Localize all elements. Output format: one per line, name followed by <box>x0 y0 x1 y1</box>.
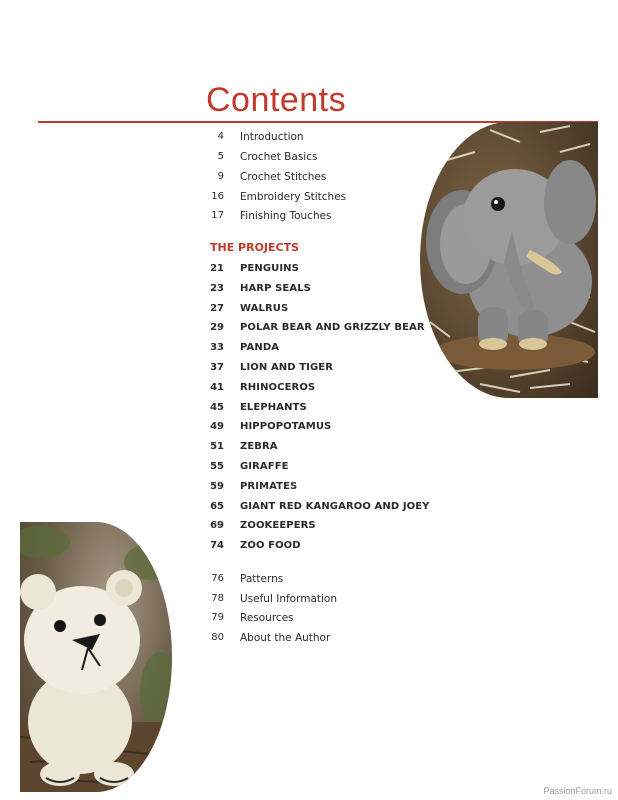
toc-label: POLAR BEAR AND GRIZZLY BEAR <box>240 322 425 333</box>
toc-page-number: 74 <box>210 540 224 551</box>
toc-label: Introduction <box>240 131 304 143</box>
toc-label: PRIMATES <box>240 481 298 492</box>
toc-label: GIRAFFE <box>240 461 289 472</box>
projects-heading: THE PROJECTS <box>210 241 300 254</box>
toc-page-number: 45 <box>210 402 224 413</box>
toc-entry[interactable] <box>0 129 420 145</box>
toc-label: About the Author <box>240 632 331 644</box>
toc-page-number: 29 <box>210 322 224 333</box>
toc-page-number: 65 <box>210 501 224 512</box>
toc-page-number: 59 <box>210 481 224 492</box>
toc-label: RHINOCEROS <box>240 382 316 393</box>
toc-label: ZOO FOOD <box>240 540 301 551</box>
toc-page-number: 21 <box>210 263 224 274</box>
toc-entry-project[interactable] <box>0 320 425 336</box>
toc-entry[interactable] <box>0 189 420 205</box>
toc-page-number: 78 <box>211 593 224 604</box>
toc-label: ZEBRA <box>240 441 278 452</box>
toc-page-number: 41 <box>210 382 224 393</box>
toc-entry-project[interactable] <box>0 360 420 376</box>
toc-entry-project[interactable] <box>0 439 420 455</box>
page-title: Contents <box>206 81 347 119</box>
watermark: PassionForum.ru <box>543 786 612 796</box>
crochet-bear-photo <box>20 522 172 792</box>
toc-page-number: 5 <box>217 151 224 162</box>
toc-page-number: 80 <box>211 632 224 643</box>
toc-label: Embroidery Stitches <box>240 191 347 203</box>
toc-entry-project[interactable] <box>0 400 420 416</box>
toc-entry-project[interactable] <box>0 380 420 396</box>
toc-page-number: 17 <box>211 210 224 221</box>
toc-entry[interactable] <box>0 208 420 224</box>
toc-label: ELEPHANTS <box>240 402 307 413</box>
toc-label: HARP SEALS <box>240 283 311 294</box>
toc-entry-project[interactable] <box>0 479 420 495</box>
toc-entry-project[interactable] <box>0 281 420 297</box>
toc-entry-project[interactable] <box>0 261 420 277</box>
toc-label: Crochet Basics <box>240 151 318 163</box>
toc-entry-project[interactable] <box>0 301 420 317</box>
toc-entry-project[interactable] <box>0 459 420 475</box>
toc-page-number: 23 <box>210 283 224 294</box>
toc-page-number: 16 <box>211 191 224 202</box>
toc-page-number: 51 <box>210 441 224 452</box>
toc-page-number: 37 <box>210 362 224 373</box>
toc-page-number: 49 <box>210 421 224 432</box>
toc-entry-project[interactable] <box>0 419 420 435</box>
toc-label: GIANT RED KANGAROO AND JOEY <box>240 501 430 512</box>
toc-page-number: 33 <box>210 342 224 353</box>
toc-label: Patterns <box>240 573 284 585</box>
crochet-elephant-photo <box>420 122 598 398</box>
toc-label: PANDA <box>240 342 280 353</box>
toc-entry-project[interactable] <box>0 499 430 515</box>
toc-entry-project[interactable] <box>0 340 420 356</box>
toc-page-number: 9 <box>217 171 224 182</box>
toc-page-number: 27 <box>210 303 224 314</box>
toc-label: PENGUINS <box>240 263 299 274</box>
toc-label: Finishing Touches <box>240 210 332 222</box>
toc-label: Useful Information <box>240 593 338 605</box>
toc-page-number: 76 <box>211 573 224 584</box>
toc-entry[interactable] <box>0 149 420 165</box>
toc-entry[interactable] <box>0 169 420 185</box>
toc-label: Resources <box>240 612 294 624</box>
toc-page-number: 79 <box>211 612 224 623</box>
toc-label: ZOOKEEPERS <box>240 520 316 531</box>
toc-label: Crochet Stitches <box>240 171 327 183</box>
toc-page-number: 55 <box>210 461 224 472</box>
toc-label: LION AND TIGER <box>240 362 334 373</box>
toc-label: HIPPOPOTAMUS <box>240 421 332 432</box>
toc-page-number: 69 <box>210 520 224 531</box>
toc-page-number: 4 <box>217 131 224 142</box>
toc-label: WALRUS <box>240 303 289 314</box>
